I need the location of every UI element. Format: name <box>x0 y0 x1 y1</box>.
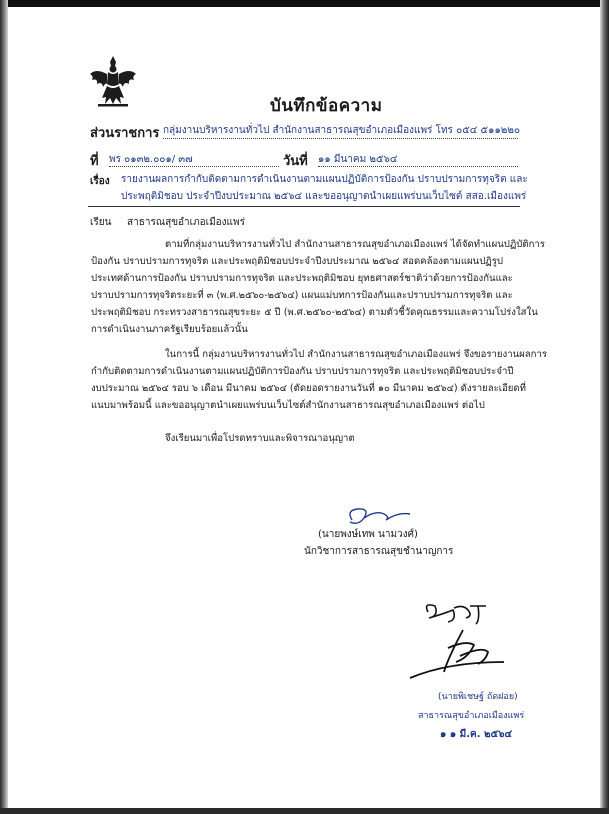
garuda-emblem-icon <box>88 54 138 108</box>
approval-date: ๑ ๑ มี.ค. ๒๕๖๔ <box>440 729 513 740</box>
para1-line: ป้องกัน ปราบปรามการทุจริต และประพฤติมิชอบประจำปีงบประมาณ ๒๕๖๔ สอดคล้องตามแผนปฏิรูป <box>91 256 503 267</box>
para2-line: ในการนี้ กลุ่มงานบริหารงานทั่วไป สำนักงานสาธารณสุขอำเภอเมืองแพร่ จึงขอรายงานผลการ <box>165 349 547 360</box>
para1-line: ปราบปรามการทุจริตระยะที่ ๓ (พ.ศ.๒๕๖๐-๒๕๖๔) แผนแม่บทการป้องกันและปราบปรามการทุจริต และ <box>91 290 513 301</box>
approval-handwriting <box>408 600 518 695</box>
para1-line: ประเทศด้านการป้องกัน ปราบปรามการทุจริต และประพฤติมิชอบ ยุทธศาสตร์ชาติว่าด้วยการป้องกันและ <box>91 273 513 284</box>
para2-line: แนบมาพร้อมนี้ และขออนุญาตนำเผยแพร่บนเว็บไซต์สำนักงานสาธารณสุขอำเภอเมืองแพร่ ต่อไป <box>91 400 485 411</box>
scan-edge-left <box>0 0 8 814</box>
signer-position: นักวิชาการสาธารณสุขชำนาญการ <box>304 546 454 557</box>
to-value: สาธารณสุขอำเภอเมืองแพร่ <box>127 217 245 228</box>
ref-label: ที่ <box>90 154 99 169</box>
scan-edge-bottom <box>0 808 609 814</box>
closing-line: จึงเรียนมาเพื่อโปรดทราบและพิจารณาอนุญาต <box>165 433 355 444</box>
agency-value: กลุ่มงานบริหารงานทั่วไป สำนักงานสาธารณสุขอำเภอเมืองแพร่ โทร ๐๕๔ ๕๑๑๒๒๐ <box>163 125 521 136</box>
para1-line: ประพฤติมิชอบ กระทรวงสาธารณสุขระยะ ๕ ปี (พ.ศ.๒๕๖๐-๒๕๖๔) ตามตัวชี้วัดคุณธรรมและความโปร่งใสใน <box>91 307 538 318</box>
document-title: บันทึกข้อความ <box>270 96 383 116</box>
subject-line-2: ประพฤติมิชอบ ประจำปีงบประมาณ ๒๕๖๔ และขออนุญาตนำเผยแพร่บนเว็บไซต์ สสอ.เมืองแพร่ <box>121 191 527 202</box>
date-underline <box>318 166 518 167</box>
agency-label: ส่วนราชการ <box>90 126 160 141</box>
to-label: เรียน <box>90 217 112 228</box>
header-divider <box>88 206 520 207</box>
subject-label: เรื่อง <box>90 176 110 187</box>
approver-name: (นายพิเชษฐ์ ถัดฝอย) <box>438 692 518 702</box>
agency-underline <box>163 138 518 139</box>
subject-line-1: รายงานผลการกำกับติดตามการดำเนินงานตามแผนปฏิบัติการป้องกัน ปราบปรามการทุจริต และ <box>121 174 528 185</box>
para1-line: ตามที่กลุ่มงานบริหารงานทั่วไป สำนักงานสาธารณสุขอำเภอเมืองแพร่ ได้จัดทำแผนปฏิบัติการ <box>165 239 545 250</box>
signature-image <box>340 500 420 530</box>
date-label: วันที่ <box>283 154 308 169</box>
para1-line: การดำเนินงานภาครัฐเรียบร้อยแล้วนั้น <box>91 324 248 335</box>
ref-value: พร ๐๑๓๒.๐๐๑/ ๓๗ <box>109 154 193 165</box>
signer-name: (นายพงษ์เทพ นามวงศ์) <box>318 529 418 540</box>
para2-line: งบประมาณ ๒๕๖๔ รอบ ๖ เดือน มีนาคม ๒๕๖๔ (ตัดยอดรายงานวันที่ ๑๐ มีนาคม ๒๕๖๔) ดังรายละเอียดที่ <box>91 383 526 394</box>
date-value: ๑๑ มีนาคม ๒๕๖๔ <box>318 154 398 165</box>
ref-underline <box>109 166 279 167</box>
scan-edge-right <box>600 0 609 814</box>
approver-position: สาธารณสุขอำเภอเมืองแพร่ <box>418 711 525 721</box>
scan-edge-top <box>0 0 609 7</box>
para2-line: กำกับติดตามการดำเนินงานตามแผนปฏิบัติการป้องกัน ปราบปรามการทุจริต และประพฤติมิชอบประจำปี <box>91 366 514 377</box>
